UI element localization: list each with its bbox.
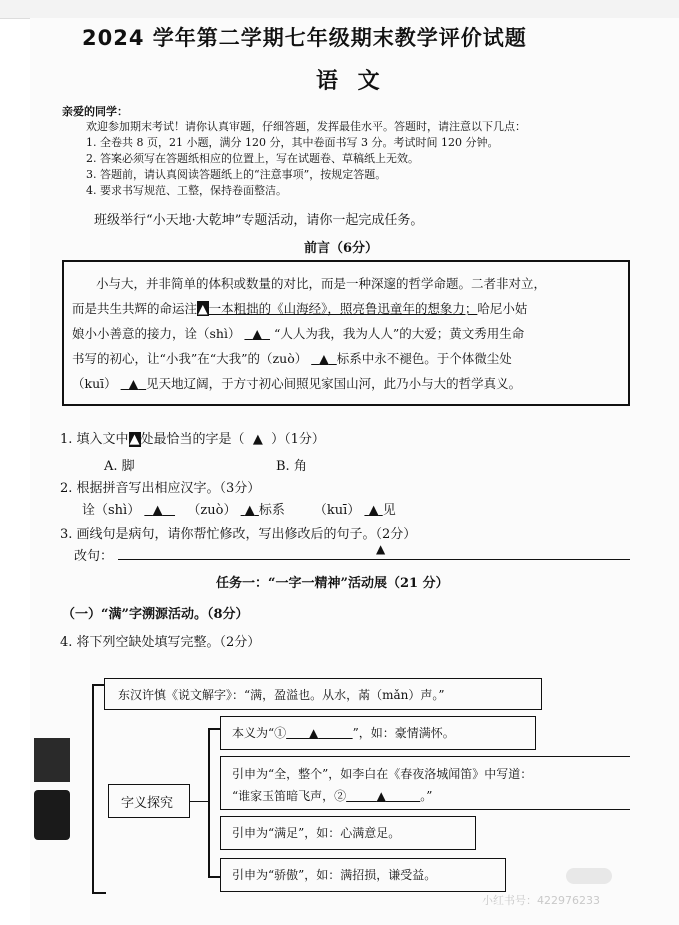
exam-title: 2024 学年第二学期七年级期末教学评价试题 [82, 26, 527, 50]
pinyin-label: （kuī） [313, 503, 361, 518]
rewrite-answer-line [118, 559, 630, 560]
task-1-heading: 任务一：“一字一精神”活动展（21 分） [216, 576, 449, 591]
section-1-heading: （一）“满”字溯源活动。（8分） [62, 607, 249, 622]
outer-bracket [92, 684, 106, 894]
answer-blank-marker: ▲ [309, 726, 319, 740]
option-b: B. 角 [276, 459, 307, 474]
preface-text: （kuī） [72, 376, 117, 391]
watermark-logo [566, 868, 612, 884]
preface-text: 书写的初心，让“小我”在“大我”的（zuò） [72, 351, 308, 366]
rewrite-label: 改句： [74, 549, 114, 564]
note-3: 3. 答题前，请认真阅读答题纸上的“注意事项”，按规定答题。 [86, 168, 387, 181]
answer-blank [241, 503, 259, 518]
question-2: 2. 根据拼音写出相应汉字。（3分） [60, 481, 261, 496]
answer-blank [144, 503, 175, 518]
note-1: 1. 全卷共 8 页，21 小题，满分 120 分，其中卷面书写 3 分。考试时间 120 分钟。 [86, 136, 499, 149]
meaning-text: “谁家玉笛暗飞声，② [232, 789, 347, 803]
meaning-2-line-1: 引申为“全，整个”，如李白在《春夜洛城闻笛》中写道： [232, 767, 533, 781]
underlined-sentence: 一本粗拙的《山海经》，照亮鲁迅童年的想象力； [208, 301, 478, 316]
pinyin-label: 诠（shì） [82, 503, 141, 518]
subject-title: 语 文 [316, 68, 386, 94]
note-4: 4. 要求书写规范、工整，保持卷面整洁。 [86, 184, 287, 197]
origin-text: 东汉许慎《说文解字》：“满，盈溢也。从水，㒼（mǎn）声。” [118, 688, 445, 702]
answer-blank-marker: ▲ [376, 542, 386, 556]
answer-blank [364, 503, 382, 518]
meaning-4: 引申为“骄傲”，如：满招损，谦受益。 [232, 868, 437, 882]
question-1 [60, 428, 325, 447]
meaning-text: 本义为“① [232, 726, 287, 740]
preface-line-2 [72, 299, 527, 317]
question-text: 1. 填入文中 [60, 432, 129, 447]
preface-text: 而是共生共辉的命运注 [72, 301, 198, 316]
answer-blank [311, 351, 337, 366]
answer-blank [244, 326, 270, 341]
preface-heading: 前言（6分） [304, 241, 379, 256]
answer-blank-marker: ▲ [244, 503, 255, 518]
watermark-text: 小红书号：422976233 [482, 894, 600, 907]
question-2-blanks [82, 499, 396, 518]
pinyin-label: （zuò） [187, 503, 237, 518]
pinyin-label: 见 [382, 503, 396, 518]
preface-text: “人人为我，我为人人”的大爱；黄文秀用生命 [273, 326, 525, 341]
answer-blank-marker: ▲ [376, 789, 386, 803]
answer-blank-marker: ▲ [368, 503, 379, 518]
question-text: 处最恰当的字是（ [140, 432, 245, 447]
preface-text: 标系中永不褪色。于个体微尘处 [336, 351, 512, 366]
question-4: 4. 将下列空缺处填写完整。（2分） [60, 635, 261, 650]
preface-line-5 [72, 374, 521, 392]
preface-text: 娘小小善意的接力，诠（shì） [72, 326, 241, 341]
blank-triangle-marker: ▲ [129, 432, 140, 447]
note-2: 2. 答案必须写在答题纸相应的位置上，写在试题卷、草稿纸上无效。 [86, 152, 419, 165]
answer-blank [346, 789, 420, 803]
preface-line-3 [72, 324, 524, 342]
preface-text: 哈尼小姑 [477, 301, 528, 316]
viewer-top-bar [0, 0, 679, 19]
greeting: 亲爱的同学： [62, 105, 128, 118]
page-edge-shadow [34, 738, 70, 782]
meaning-text: 。” [420, 789, 433, 803]
preface-line-1: 小与大，并非简单的体积或数量的对比，而是一种深邃的哲学命题。二者非对立， [96, 276, 547, 291]
answer-blank-marker: ▲ [152, 503, 163, 518]
meaning-2-line-2 [232, 787, 432, 804]
pinyin-label: 标系 [258, 503, 285, 518]
option-a: A. 脚 [104, 459, 135, 474]
welcome-text: 欢迎参加期末考试！请你认真审题，仔细答题，发挥最佳水平。答题时，请注意以下几点： [86, 120, 526, 133]
answer-blank-marker: ▲ [252, 432, 263, 447]
connector-line [190, 801, 208, 802]
answer-blank-marker: ▲ [252, 326, 263, 341]
preface-line-4 [72, 349, 512, 367]
answer-blank [286, 726, 352, 740]
activity-intro: 班级举行“小天地·大乾坤”专题活动，请你一起完成任务。 [94, 213, 424, 228]
page-edge-shadow [34, 790, 70, 840]
meaning-explore-label: 字义探究 [121, 796, 174, 811]
question-text: ）（1分） [271, 432, 325, 447]
question-3: 3. 画线句是病句，请你帮忙修改，写出修改后的句子。（2分） [60, 527, 417, 542]
inner-bracket [208, 728, 220, 878]
answer-blank [121, 376, 147, 391]
preface-text: 见天地辽阔，于方寸初心间照见家国山河，此乃小与大的哲学真义。 [146, 376, 522, 391]
meaning-1 [232, 724, 455, 741]
blank-triangle-marker: ▲ [198, 301, 208, 316]
meaning-3: 引申为“满足”，如：心满意足。 [232, 826, 401, 840]
meaning-text: ”，如：豪情满怀。 [352, 726, 455, 740]
answer-blank-marker: ▲ [128, 376, 139, 391]
answer-blank-marker: ▲ [319, 351, 329, 366]
